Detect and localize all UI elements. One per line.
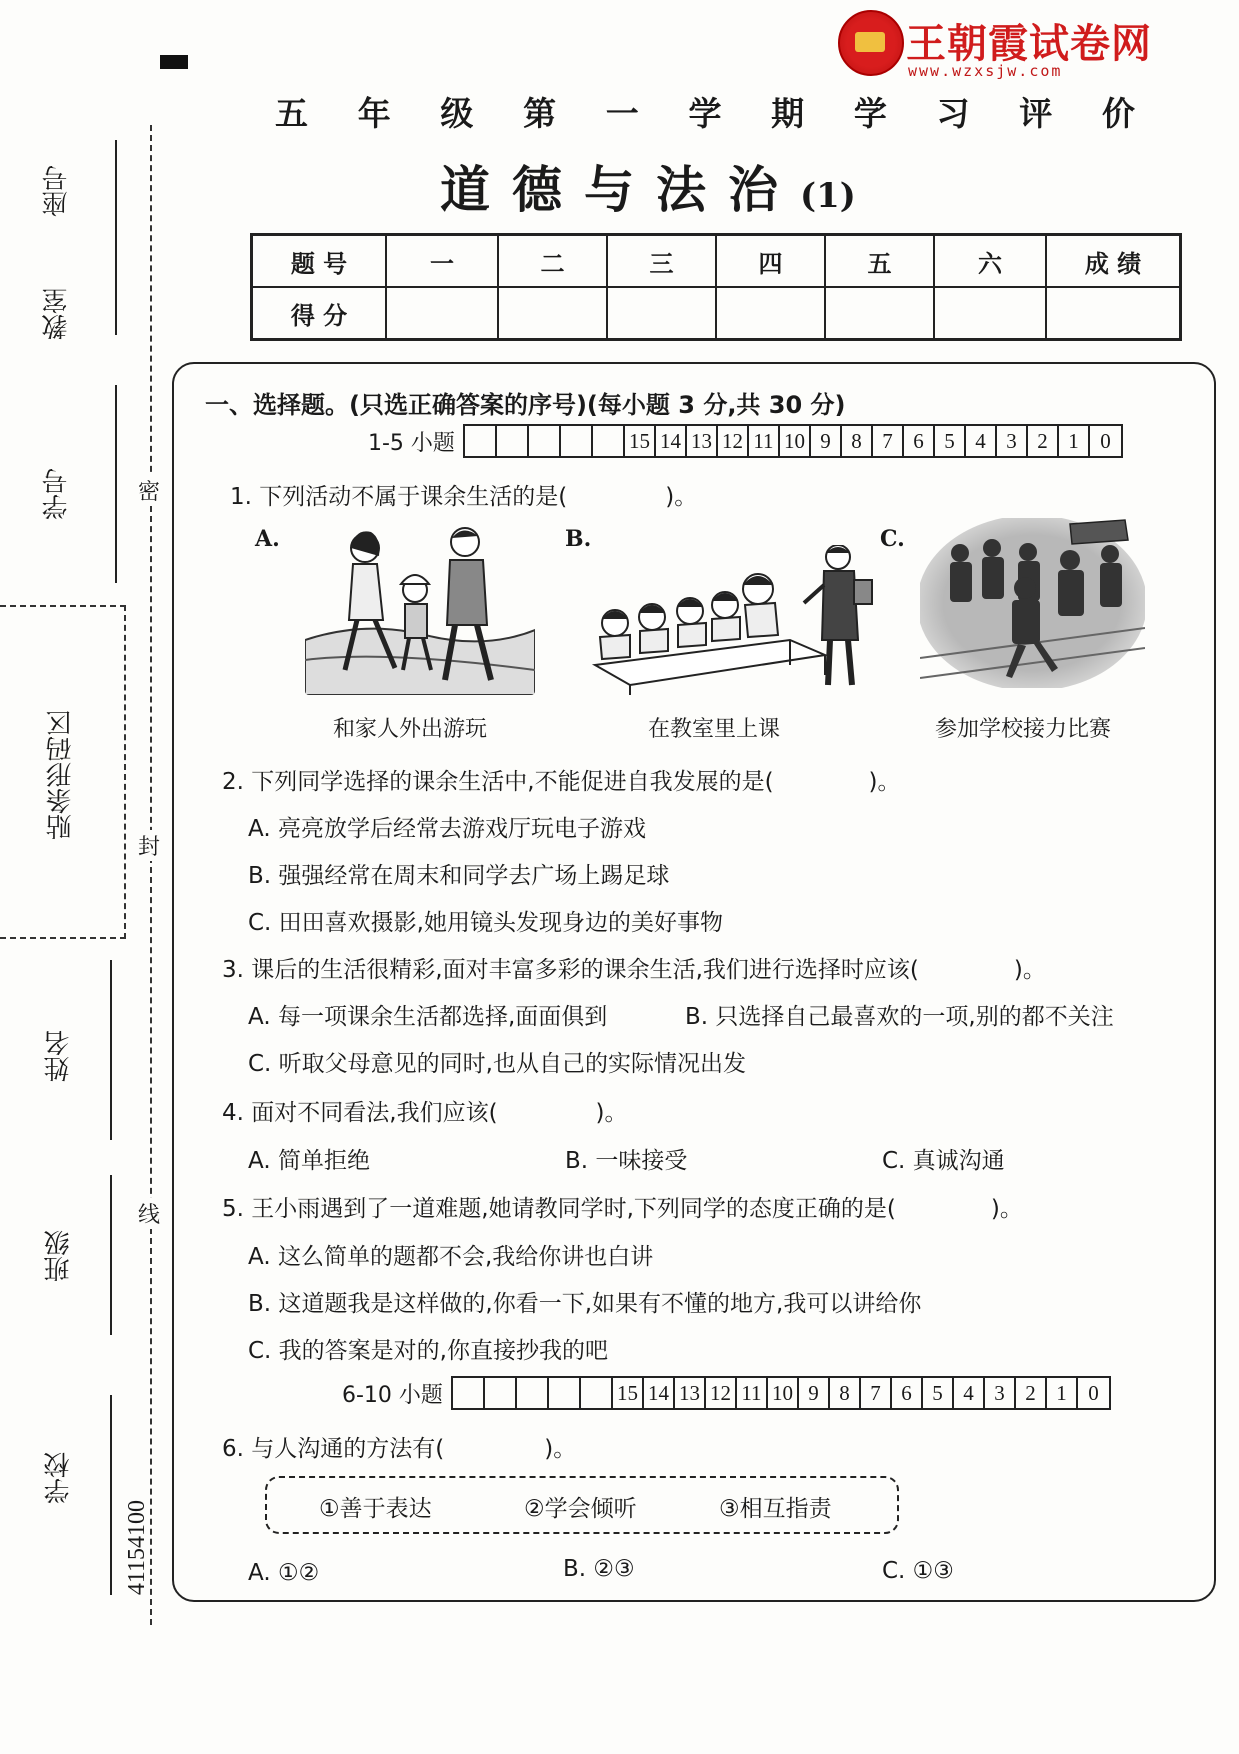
score-strip-score-cell[interactable]: 11 xyxy=(749,426,780,456)
exam-title-char: 习 xyxy=(936,94,970,133)
q1-option-b-illustration xyxy=(590,545,875,695)
side-student-no-label: 学号 xyxy=(42,468,72,520)
q1-option-c-illustration xyxy=(920,518,1145,688)
score-strip-1-5 xyxy=(368,424,1123,458)
section1-heading: 一、选择题。(只选正确答案的序号)(每小题 3 分,共 30 分) xyxy=(205,391,846,419)
side-school-label: 学校 xyxy=(44,1452,74,1504)
score-table-score-cell[interactable] xyxy=(934,287,1046,340)
seal-mark-mi: 密 xyxy=(138,475,160,506)
score-strip-blank-cell[interactable] xyxy=(529,426,561,456)
exam-title-char: 价 xyxy=(1101,94,1135,133)
score-strip-score-cell[interactable]: 4 xyxy=(966,426,997,456)
score-table-score-cell[interactable] xyxy=(716,287,825,340)
seal-dashed-line xyxy=(150,125,152,1625)
score-strip-cells xyxy=(451,1376,1111,1410)
score-table-score-row xyxy=(252,287,1181,340)
q1-option-a-label: A. xyxy=(255,526,280,552)
score-table-score-cell[interactable] xyxy=(1046,287,1181,340)
score-table-score-cell[interactable] xyxy=(825,287,934,340)
exam-title-char: 学 xyxy=(688,94,722,133)
q2-option-a: A. 亮亮放学后经常去游戏厅玩电子游戏 xyxy=(248,816,646,842)
score-table-header-row xyxy=(252,235,1181,288)
q4-stem: 4. 面对不同看法,我们应该( )。 xyxy=(222,1100,628,1126)
score-strip-blank-cell[interactable] xyxy=(485,1378,517,1408)
score-strip-score-cell[interactable]: 10 xyxy=(768,1378,799,1408)
write-line-class xyxy=(110,1175,112,1335)
score-strip-score-cell[interactable]: 14 xyxy=(656,426,687,456)
score-strip-score-cell[interactable]: 3 xyxy=(985,1378,1016,1408)
score-strip-score-cell[interactable]: 2 xyxy=(1016,1378,1047,1408)
score-strip-score-cell[interactable]: 0 xyxy=(1088,1381,1099,1405)
exam-title-char: 五 xyxy=(275,94,308,133)
score-strip-score-cell[interactable]: 9 xyxy=(811,426,842,456)
score-table xyxy=(250,233,1182,341)
side-barcode-area-label: 贴条形码区 xyxy=(46,710,76,840)
score-strip-score-cell[interactable]: 5 xyxy=(935,426,966,456)
exam-title-char: 评 xyxy=(1019,94,1053,133)
q6-methods-box xyxy=(265,1476,899,1534)
exam-title-char: 年 xyxy=(357,94,391,133)
score-table-score-cell[interactable] xyxy=(386,287,498,340)
write-line-student-no xyxy=(115,385,117,583)
score-strip-score-cell[interactable]: 7 xyxy=(873,426,904,456)
write-line-seat-classroom xyxy=(115,140,117,335)
score-strip-score-cell[interactable]: 13 xyxy=(687,426,718,456)
score-strip-cells xyxy=(463,424,1123,458)
score-table-score-cell[interactable] xyxy=(607,287,716,340)
score-table-header-cell: 三 xyxy=(607,235,716,288)
score-strip-score-cell[interactable]: 7 xyxy=(861,1378,892,1408)
q6-stem: 6. 与人沟通的方法有( )。 xyxy=(222,1436,577,1462)
q6-option-a: A. ①② xyxy=(248,1560,320,1586)
score-table-header-cell: 六 xyxy=(934,235,1046,288)
score-strip-score-cell[interactable]: 4 xyxy=(954,1378,985,1408)
q5-stem: 5. 王小雨遇到了一道难题,她请教同学时,下列同学的态度正确的是( )。 xyxy=(222,1196,1023,1222)
score-table-header-cell: 一 xyxy=(386,235,498,288)
score-strip-score-cell[interactable]: 1 xyxy=(1047,1378,1078,1408)
logo-url: www.wzxsjw.com xyxy=(908,62,1063,80)
q3-option-a: A. 每一项课余生活都选择,面面俱到 xyxy=(248,1004,608,1030)
seal-mark-feng: 封 xyxy=(138,830,160,861)
score-strip-score-cell[interactable]: 10 xyxy=(780,426,811,456)
score-strip-label: 6-10 小题 xyxy=(342,1382,443,1408)
q3-stem: 3. 课后的生活很精彩,面对丰富多彩的课余生活,我们进行选择时应该( )。 xyxy=(222,957,1046,983)
score-strip-blank-cell[interactable] xyxy=(593,426,625,456)
score-strip-blank-cell[interactable] xyxy=(561,426,593,456)
logo-name: 王朝霞试卷网 xyxy=(906,21,1152,67)
subject-title: 道德与法治(1) xyxy=(440,160,856,219)
q1-option-b-caption: 在教室里上课 xyxy=(648,717,781,742)
side-seat-label: 座号 xyxy=(42,165,72,217)
q6-option-c: C. ①③ xyxy=(882,1558,954,1584)
q1-option-a-illustration xyxy=(305,520,535,695)
exam-title xyxy=(275,88,1135,135)
logo-seal-icon xyxy=(838,10,904,76)
q2-option-c: C. 田田喜欢摄影,她用镜头发现身边的美好事物 xyxy=(248,910,723,936)
score-strip-blank-cell[interactable] xyxy=(497,426,529,456)
q2-stem: 2. 下列同学选择的课余生活中,不能促进自我发展的是( )。 xyxy=(222,769,901,795)
q1-stem: 1. 下列活动不属于课余生活的是( )。 xyxy=(230,484,698,510)
q5-option-a: A. 这么简单的题都不会,我给你讲也白讲 xyxy=(248,1244,654,1270)
q5-option-b: B. 这道题我是这样做的,你看一下,如果有不懂的地方,我可以讲给你 xyxy=(248,1291,922,1317)
score-strip-label: 1-5 小题 xyxy=(368,430,455,456)
score-strip-score-cell[interactable]: 14 xyxy=(644,1378,675,1408)
seal-mark-xian: 线 xyxy=(138,1198,160,1229)
q3-option-c: C. 听取父母意见的同时,也从自己的实际情况出发 xyxy=(248,1051,746,1077)
score-strip-score-cell[interactable]: 1 xyxy=(1059,426,1090,456)
q3-option-b: B. 只选择自己最喜欢的一项,别的都不关注 xyxy=(685,1004,1114,1030)
score-strip-score-cell[interactable]: 15 xyxy=(613,1378,644,1408)
score-table-score-cell[interactable] xyxy=(498,287,607,340)
side-name-label: 姓名 xyxy=(44,1030,74,1082)
score-strip-score-cell[interactable]: 12 xyxy=(706,1378,737,1408)
q2-option-b: B. 强强经常在周末和同学去广场上踢足球 xyxy=(248,863,670,889)
side-classroom-label: 教室 xyxy=(42,288,72,340)
score-strip-score-cell[interactable]: 8 xyxy=(842,426,873,456)
score-strip-score-cell[interactable]: 3 xyxy=(997,426,1028,456)
score-strip-blank-cell[interactable] xyxy=(549,1378,581,1408)
exam-title-char: 学 xyxy=(853,94,887,133)
score-table-header-cell: 五 xyxy=(825,235,934,288)
score-strip-blank-cell[interactable] xyxy=(517,1378,549,1408)
q1-option-a-caption: 和家人外出游玩 xyxy=(333,717,488,742)
exam-title-char: 期 xyxy=(771,94,805,133)
side-serial-number: 41154100 xyxy=(124,1500,150,1596)
q6-item-3: ③相互指责 xyxy=(719,1496,832,1522)
write-line-school xyxy=(110,1395,112,1595)
exam-title-char: 第 xyxy=(523,94,557,133)
score-strip-score-cell[interactable]: 15 xyxy=(625,426,656,456)
score-strip-score-cell[interactable]: 5 xyxy=(923,1378,954,1408)
score-strip-score-cell[interactable]: 6 xyxy=(892,1378,923,1408)
score-strip-blank-cell[interactable] xyxy=(581,1378,613,1408)
q1-option-c-label: C. xyxy=(880,526,905,552)
corner-mark xyxy=(160,55,188,69)
score-strip-score-cell[interactable]: 11 xyxy=(737,1378,768,1408)
write-line-name xyxy=(110,960,112,1140)
q5-option-c: C. 我的答案是对的,你直接抄我的吧 xyxy=(248,1338,608,1364)
q6-item-2: ②学会倾听 xyxy=(524,1496,637,1522)
score-strip-blank-cell[interactable] xyxy=(465,426,497,456)
score-strip-score-cell[interactable]: 2 xyxy=(1028,426,1059,456)
score-table-header-cell: 四 xyxy=(716,235,825,288)
score-strip-blank-cell[interactable] xyxy=(453,1378,485,1408)
exam-title-char: 级 xyxy=(440,94,474,133)
q4-option-c: C. 真诚沟通 xyxy=(882,1148,1005,1174)
score-strip-score-cell[interactable]: 13 xyxy=(675,1378,706,1408)
q4-option-b: B. 一味接受 xyxy=(565,1148,688,1174)
q4-option-a: A. 简单拒绝 xyxy=(248,1148,370,1174)
barcode-area-box xyxy=(0,605,126,939)
score-strip-score-cell[interactable]: 12 xyxy=(718,426,749,456)
score-strip-score-cell[interactable]: 9 xyxy=(799,1378,830,1408)
q1-option-b-label: B. xyxy=(565,526,592,552)
subject-volume: (1) xyxy=(800,176,856,216)
score-table-row-label: 得 分 xyxy=(252,287,387,340)
q6-item-1: ①善于表达 xyxy=(319,1496,432,1522)
q1-option-c-caption: 参加学校接力比赛 xyxy=(935,717,1112,742)
score-strip-6-10 xyxy=(342,1376,1111,1410)
score-strip-score-cell[interactable]: 8 xyxy=(830,1378,861,1408)
score-table-header-cell: 成 绩 xyxy=(1046,235,1181,288)
score-table-header-cell: 题 号 xyxy=(252,235,387,288)
q6-option-b: B. ②③ xyxy=(563,1556,635,1582)
score-strip-score-cell[interactable]: 6 xyxy=(904,426,935,456)
side-class-label: 班级 xyxy=(44,1230,74,1282)
site-logo xyxy=(838,10,1158,80)
score-strip-score-cell[interactable]: 0 xyxy=(1100,429,1111,453)
score-table-header-cell: 二 xyxy=(498,235,607,288)
exam-title-char: 一 xyxy=(605,94,639,133)
